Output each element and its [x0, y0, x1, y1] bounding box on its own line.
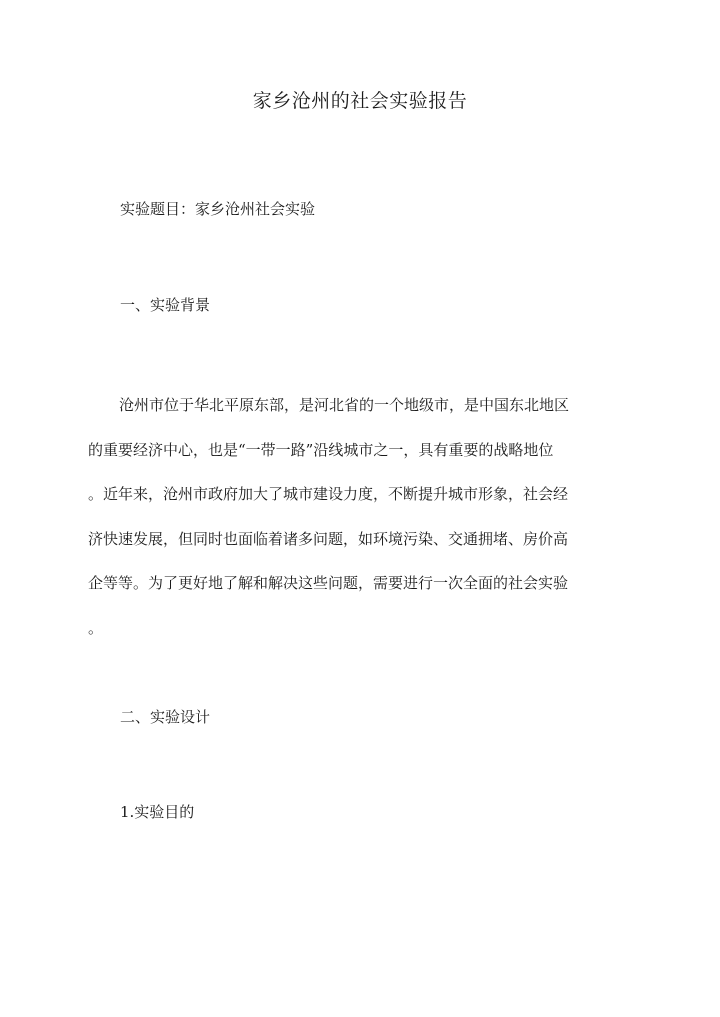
paragraph-line: 济快速发展，但同时也面临着诸多问题，如环境污染、交通拥堵、房价高 [88, 529, 569, 548]
paragraph-line: 的重要经济中心，也是“一带一路”沿线城市之一，具有重要的战略地位 [88, 440, 554, 459]
paragraph-line: 。 [88, 618, 104, 637]
background-paragraph [88, 383, 636, 650]
paragraph-line: 企等等。为了更好地了解和解决这些问题，需要进行一次全面的社会实验 [88, 574, 569, 592]
document-title: 家乡沧州的社会实验报告 [252, 90, 468, 112]
experiment-subject: 实验题目：家乡沧州社会实验 [120, 200, 316, 218]
subsection-heading-purpose: 1.实验目的 [120, 803, 195, 821]
paragraph-line: 。近年来，沧州市政府加大了城市建设力度，不断提升城市形象，社会经 [88, 485, 569, 503]
section-heading-background: 一、实验背景 [120, 296, 211, 314]
section-heading-design: 二、实验设计 [120, 708, 211, 726]
paragraph-line: 沧州市位于华北平原东部，是河北省的一个地级市，是中国东北地区 [119, 396, 570, 414]
